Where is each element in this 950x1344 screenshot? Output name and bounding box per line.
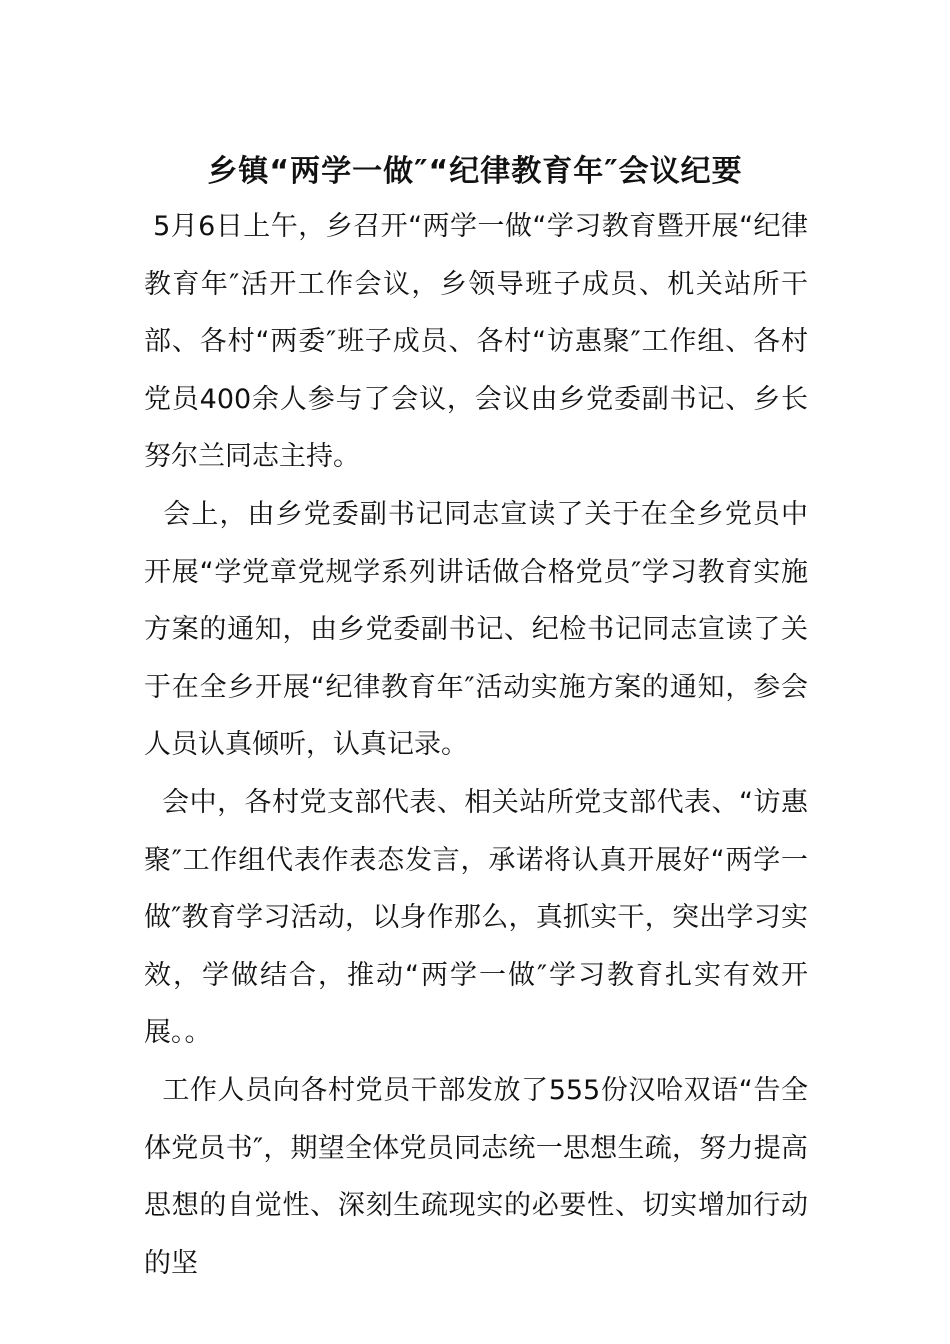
paragraph-letter-distribution: 工作人员向各村党员干部发放了555份汉哈双语“告全体党员书″，期望全体党员同志统一思想生疏，努力提高思想的自觉性、深刻生疏现实的必要性、切实增加行动的坚 [144,1074,808,1279]
document-title: 乡镇“两学一做″“纪律教育年″会议纪要 [207,154,743,190]
document-body [144,198,808,1292]
paragraph-representative-statements: 会中，各村党支部代表、相关站所党支部代表、“访惠聚″工作组代表作表态发言，承诺将认真开展好“两学一做″教育学习活动，以身作那么，真抓实干，突出学习实效，学做结合，推动“两学一做″学习教育扎实有效开展。。 [144,786,808,1049]
paragraph-documents-read: 会上，由乡党委副书记同志宣读了关于在全乡党员中开展“学党章党规学系列讲话做合格党员″学习教育实施方案的通知，由乡党委副书记、纪检书记同志宣读了关于在全乡开展“纪律教育年″活动实施方案的通知，参会人员认真倾听，认真记录。 [144,498,809,761]
paragraph-meeting-overview: 5月6日上午，乡召开“两学一做“学习教育暨开展“纪律教育年″活开工作会议，乡领导班子成员、机关站所干部、各村“两委″班子成员、各村“访惠聚″工作组、各村党员400余人参与了会议，会议由乡党委副书记、乡长努尔兰同志主持。 [144,211,808,473]
